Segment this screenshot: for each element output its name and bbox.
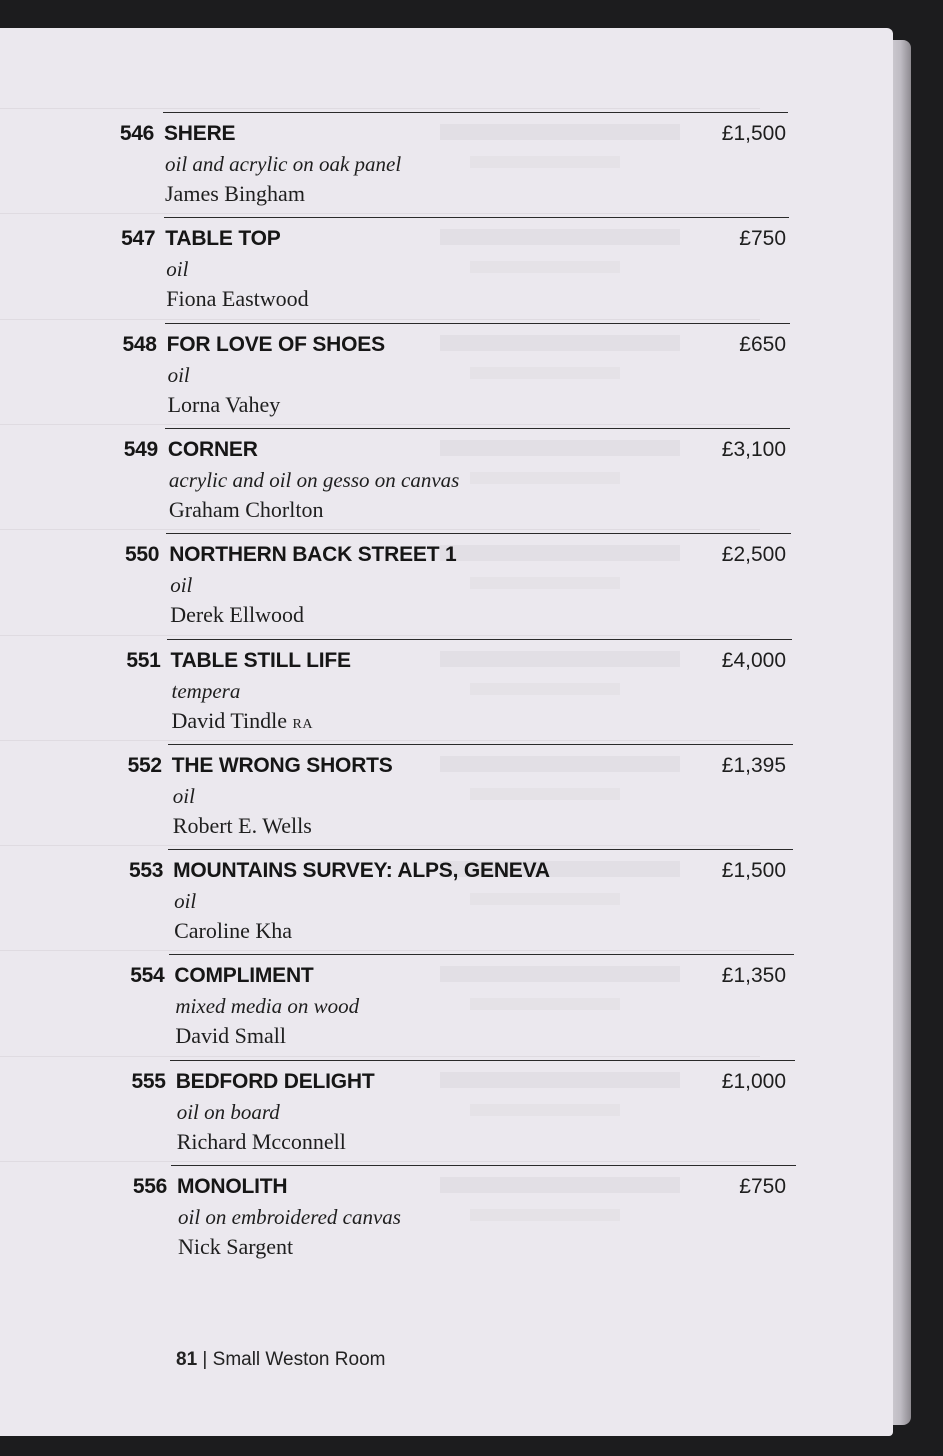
show-through-block [470, 156, 620, 168]
entry-title: COMPLIMENT [174, 964, 314, 988]
entry-artist [173, 813, 312, 839]
show-through-rule [0, 1056, 760, 1057]
entry-title: BEDFORD DELIGHT [175, 1069, 375, 1093]
entry-title: NORTHERN BACK STREET 1 [169, 543, 457, 567]
show-through-block [440, 756, 680, 772]
entry-price: £750 [739, 227, 786, 251]
show-through-block [440, 966, 680, 982]
entry-price: £1,500 [721, 859, 786, 883]
show-through-block [470, 893, 620, 905]
show-through-rule [0, 845, 760, 846]
artist-name: David Small [175, 1023, 286, 1049]
show-through-rule [0, 319, 760, 320]
show-through-block [440, 335, 680, 351]
artist-name: James Bingham [165, 181, 305, 206]
entry-medium: oil [166, 257, 189, 282]
artist-name: Derek Ellwood [170, 602, 304, 628]
entry-title: SHERE [164, 122, 236, 145]
show-through-block [470, 472, 620, 484]
entry-number: 550 [125, 543, 160, 567]
entry-number: 548 [122, 332, 157, 356]
entry-price: £4,000 [721, 648, 786, 672]
entry-number: 555 [131, 1069, 166, 1093]
entry-title: TABLE STILL LIFE [170, 648, 351, 672]
show-through-rule [0, 740, 760, 741]
artist-name: Lorna Vahey [167, 391, 281, 417]
show-through-rule [0, 424, 760, 425]
entry-medium: acrylic and oil on gesso on canvas [168, 467, 460, 492]
entry-divider [170, 1060, 795, 1061]
entry-title: MOUNTAINS SURVEY: ALPS, GENEVA [173, 859, 550, 883]
entry-divider [163, 112, 788, 113]
entry-number: 556 [132, 1175, 167, 1198]
entry-divider [164, 217, 789, 218]
show-through-block [470, 683, 620, 695]
artist-name: David Tindle [171, 707, 288, 733]
show-through-rule [0, 529, 760, 530]
show-through-block [440, 651, 680, 667]
entry-artist [175, 1023, 286, 1049]
entry-title: TABLE TOP [165, 227, 281, 251]
entry-number: 546 [119, 122, 154, 145]
footer-separator: | [202, 1349, 208, 1370]
entry-price: £650 [739, 332, 786, 356]
artist-name: Nick Sargent [178, 1234, 294, 1259]
show-through-block [440, 545, 680, 561]
artist-suffix: RA [292, 716, 313, 732]
show-through-rule [0, 108, 760, 109]
entry-medium: oil [167, 362, 190, 387]
show-through-block [470, 261, 620, 273]
artist-name: Caroline Kha [174, 918, 292, 944]
entry-divider [171, 1165, 796, 1166]
show-through-block [440, 124, 680, 140]
entry-medium: oil [170, 573, 193, 598]
catalogue-page [0, 28, 893, 1436]
entry-number: 551 [126, 648, 161, 672]
entry-divider [166, 533, 791, 534]
entry-medium: oil [172, 783, 195, 808]
entry-artist [174, 918, 292, 944]
entry-price: £1,000 [721, 1069, 786, 1093]
show-through-rule [0, 950, 760, 951]
entry-artist [166, 286, 308, 312]
show-through-block [440, 440, 680, 456]
entry-artist [177, 1129, 346, 1155]
entry-divider [168, 849, 793, 850]
entry-price: £1,350 [721, 964, 786, 988]
artist-name: Robert E. Wells [172, 812, 312, 838]
show-through-block [440, 1072, 680, 1088]
entry-number: 552 [127, 753, 162, 777]
entry-price: £2,500 [721, 543, 786, 567]
show-through-block [440, 1177, 680, 1193]
section-name: Small Weston Room [212, 1349, 386, 1370]
entry-divider [165, 323, 790, 324]
entry-title: MONOLITH [177, 1175, 288, 1198]
entry-divider [168, 744, 793, 745]
entry-artist [172, 708, 313, 734]
page-number: 81 [176, 1349, 198, 1370]
entry-title: THE WRONG SHORTS [171, 753, 393, 777]
entry-artist [169, 497, 324, 523]
show-through-block [470, 998, 620, 1010]
show-through-block [440, 229, 680, 245]
entry-number: 553 [128, 859, 164, 883]
show-through-block [470, 788, 620, 800]
entry-price: £750 [739, 1175, 786, 1198]
entry-number: 554 [130, 964, 165, 988]
entry-title: CORNER [167, 437, 258, 461]
entry-divider [165, 428, 790, 429]
show-through-rule [0, 635, 760, 636]
entry-price: £1,500 [721, 122, 786, 145]
entry-medium: oil [174, 889, 197, 914]
entry-price: £1,395 [721, 753, 786, 777]
entry-price: £3,100 [721, 437, 786, 461]
entry-medium: oil on embroidered canvas [178, 1205, 401, 1229]
artist-name: Fiona Eastwood [166, 286, 309, 312]
page-footer [176, 1349, 385, 1371]
entry-divider [167, 639, 792, 640]
show-through-block [470, 577, 620, 589]
show-through-block [470, 1209, 620, 1221]
entry-title: FOR LOVE OF SHOES [166, 332, 385, 356]
show-through-rule [0, 1161, 760, 1162]
show-through-block [470, 367, 620, 379]
entry-medium: oil on board [176, 1099, 280, 1124]
entry-number: 549 [123, 437, 158, 461]
artist-name: Graham Chorlton [168, 496, 324, 522]
entry-artist [168, 392, 281, 418]
show-through-rule [0, 213, 760, 214]
entry-divider [169, 954, 794, 955]
entry-medium: mixed media on wood [175, 994, 360, 1019]
show-through-block [470, 1104, 620, 1116]
entry-number: 547 [121, 227, 156, 251]
entry-medium: tempera [171, 678, 241, 703]
entry-medium: oil and acrylic on oak panel [165, 152, 402, 176]
entry-artist [178, 1234, 293, 1260]
entry-artist [170, 602, 304, 628]
entry-artist [165, 181, 305, 207]
artist-name: Richard Mcconnell [176, 1128, 346, 1154]
